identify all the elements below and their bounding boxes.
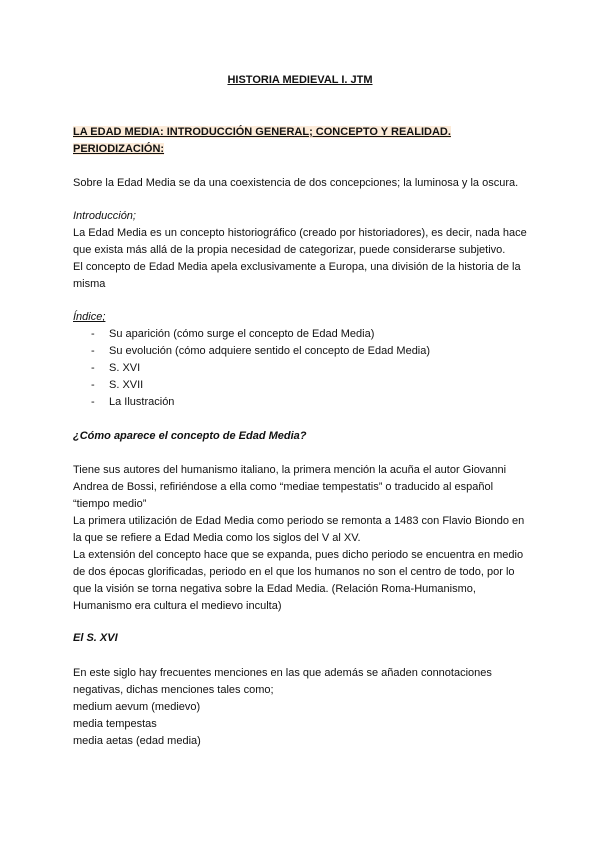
paragraph-line: Andrea de Bossi, refiriéndose a ella como “mediae tempestatis” o traducido al español: [73, 481, 494, 493]
paragraph-line: que la visión se torna negativa sobre la Edad Media. (Relación Roma-Humanismo,: [73, 583, 476, 595]
paragraph-line: “tiempo medio”: [73, 498, 147, 510]
main-heading: [73, 124, 533, 158]
list-item: [73, 394, 533, 411]
paragraph-line: la que se refiere a Edad Media como los siglos del V al XV.: [73, 532, 361, 544]
list-item-label: S. XVI: [109, 362, 141, 374]
list-item: [73, 360, 533, 377]
main-heading-line-2: PERIODIZACIÓN:: [73, 143, 165, 155]
bullet-dash: -: [91, 328, 95, 340]
indice-heading: Índice;: [73, 311, 106, 323]
bullet-dash: -: [91, 396, 95, 408]
paragraph-line: que exista más allá de la propia necesidad de categorizar, puede considerarse subjetivo.: [73, 244, 506, 256]
s-xvi-heading: El S. XVI: [73, 632, 118, 644]
list-item-label: S. XVII: [109, 379, 144, 391]
section-s-xvi-heading: [73, 630, 533, 647]
paragraph-line: media aetas (edad media): [73, 735, 201, 747]
paragraph-line: La primera utilización de Edad Media como periodo se remonta a 1483 con Flavio Biondo en: [73, 515, 525, 527]
section-introduccion: [73, 208, 533, 293]
section-s-xvi-body: [73, 665, 533, 750]
bullet-dash: -: [91, 362, 95, 374]
paragraph-line: La extensión del concepto hace que se expanda, pues dicho periodo se encuentra en medio: [73, 549, 524, 561]
aparicion-heading: ¿Cómo aparece el concepto de Edad Media?: [73, 430, 307, 442]
paragraph-line: de dos épocas glorificadas, periodo en el que los humanos no son el centro de todo, por lo: [73, 566, 515, 578]
bullet-dash: -: [91, 345, 95, 357]
paragraph-line: Humanismo era cultura el medievo inculta): [73, 600, 282, 612]
list-item: [73, 377, 533, 394]
bullet-dash: -: [91, 379, 95, 391]
list-item-label: La Ilustración: [109, 396, 175, 408]
section-aparicion-heading: [73, 428, 533, 445]
paragraph-line: media tempestas: [73, 718, 157, 730]
list-item: [73, 343, 533, 360]
paragraph-line: En este siglo hay frecuentes menciones en las que además se añaden connotaciones: [73, 667, 492, 679]
paragraph-line: El concepto de Edad Media apela exclusivamente a Europa, una división de la historia de la: [73, 261, 521, 273]
list-item: [73, 326, 533, 343]
introduccion-heading: Introducción;: [73, 210, 136, 222]
paragraph-line: medium aevum (medievo): [73, 701, 201, 713]
main-heading-line-1: LA EDAD MEDIA: INTRODUCCIÓN GENERAL; CONCEPTO Y REALIDAD.: [73, 126, 451, 138]
section-aparicion-body: [73, 462, 533, 615]
paragraph-line: negativas, dichas menciones tales como;: [73, 684, 274, 696]
section-indice: [73, 309, 533, 411]
paragraph-line: La Edad Media es un concepto historiográfico (creado por historiadores), es decir, nada hace: [73, 227, 527, 239]
intro-sentence-text: Sobre la Edad Media se da una coexistencia de dos concepciones; la luminosa y la oscura.: [73, 177, 519, 189]
list-item-label: Su aparición (cómo surge el concepto de Edad Media): [109, 328, 375, 340]
intro-sentence: [73, 175, 533, 192]
list-item-label: Su evolución (cómo adquiere sentido el concepto de Edad Media): [109, 345, 431, 357]
document-title: HISTORIA MEDIEVAL I. JTM: [227, 74, 373, 86]
paragraph-line: Tiene sus autores del humanismo italiano, la primera mención la acuña el autor Giovanni: [73, 464, 507, 476]
paragraph-line: misma: [73, 278, 106, 290]
